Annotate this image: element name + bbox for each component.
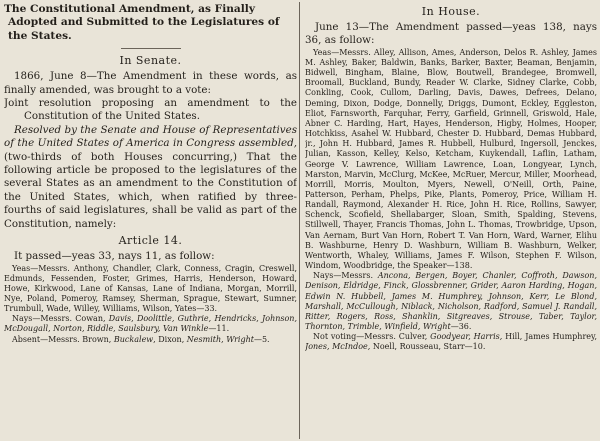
house-heading: In House. [421, 5, 481, 18]
senate-intro: 1866, June 8—The Amendment in these words, as finally amended, was brought to a vote: [4, 70, 297, 96]
senate-nays-prefix: Nays—Messrs. Cowan, [12, 314, 109, 324]
resolved-paragraph [4, 124, 297, 231]
left-column [4, 3, 297, 439]
senate-nays [4, 314, 297, 334]
house-not-voting-mid: Hill, James Humphrey, [502, 332, 597, 342]
house-nays-suffix: —36. [450, 322, 472, 332]
house-not-voting [305, 332, 597, 352]
house-not-voting-suffix: Noell, Rousseau, Starr—10. [370, 342, 486, 352]
house-not-voting-italic-2: Jones, McIndoe, [305, 342, 371, 352]
house-nays-prefix: Nays—Messrs. [313, 271, 378, 281]
senate-nays-suffix: —11. [208, 324, 230, 334]
document-title: The Constitutional Amendment, as Finally Adopted and Submitted to the Legislatures of the States. [4, 3, 280, 42]
senate-yeas: Yeas—Messrs. Anthony, Chandler, Clark, Conness, Cragin, Creswell, Edmunds, Fessenden, Foster, Grimes, Harris, Henderson, Howard, Howe, Kirkwood, Lane of Kansas, Lane of Indiana, Morgan, Morrill, Nye, Poland, Pomeroy, Ramsey, Sherman, Sprague, Stewart, Sumner, Trumbull, Wade, Willey, Williams, Wilson, Yates—33. [4, 263, 297, 314]
house-yeas: Yeas—Messrs. Alley, Allison, Ames, Anderson, Delos R. Ashley, James M. Ashley, Baker, Baldwin, Banks, Barker, Baxter, Beaman, Benjamin, Bidwell, Bingham, Blaine, Blow, Boutwell, Brandegee, Bromwell, Broomall, Buckland, Bundy, Reader W. Clarke, Sidney Clarke, Cobb, Conkling, Cook, Cullom, Darling, Davis, Dawes, Defrees, Delano, Deming, Dixon, Dodge, Donnelly, Driggs, Dumont, Eckley, Eggleston, Eliot, Farnsworth, Farquhar, Ferry, Garfield, Grinnell, Griswold, Hale, Abner C. Harding, Hart, Hayes, Henderson, Higby, Holmes, Hooper, Hotchkiss, Asahel W. Hubbard, Chester D. Hubbard, Demas Hubbard, jr., John H. Hubbard, James R. Hubbell, Hulburd, Ingersoll, Jenckes, Julian, Kasson, Kelley, Kelso, Ketcham, Kuykendall, Laflin, Latham, George V. Lawrence, William Lawrence, Loan, Longyear, Lynch, Marston, Marvin, McClurg, McKee, McRuer, Mercur, Miller, Moorhead, Morrill, Morris, Moulton, Myers, Newell, O'Neill, Orth, Paine, Patterson, Perham, Phelps, Pike, Plants, Pomeroy, Price, William H. Randall, Raymond, Alexander H. Rice, John H. Rice, Rollins, Sawyer, Schenck, Scofield, Shellabarger, Sloan, Smith, Spalding, Stevens, Stillwell, Thayer, Francis Thomas, John L. Thomas, Trowbridge, Upson, Van Aernam, Burt Van Horn, Robert T. Van Horn, Ward, Warner, Elihu B. Washburne, Henry D. Washburn, William B. Washburn, Welker, Wentworth, Whaley, Williams, James F. Wilson, Stephen F. Wilson, Windom, Woodbridge, the Speaker—138. [305, 47, 597, 271]
senate-absent-italic-2: Nesmith, Wright [186, 334, 254, 344]
house-passed: June 13—The Amendment passed—yeas 138, nays 36, as follow: [305, 21, 597, 47]
senate-nays-italic: Davis, Doolittle, Guthrie, Hendricks, Johnson, McDougall, Norton, Riddle, Saulsbury, Van Winkle [4, 314, 297, 334]
house-nays-italic: Ancona, Bergen, Boyer, Chanler, Coffroth, Dawson, Denison, Eldridge, Finck, Glossbrenner, Grider, Aaron Harding, Hogan, Edwin N. Hubbell, James M. Humphrey, Johnson, Kerr, Le Blond, Marshall, McCullough, Niblack, Nicholson, Radford, Samuel J. Randall, Ritter, Rogers, Ross, Shanklin, Sitgreaves, Strouse, Taber, Taylor, Thornton, Trimble, Winfield, Wright [305, 271, 597, 332]
joint-resolution: Joint resolution proposing an amendment to the Constitution of the United States. [4, 97, 297, 123]
resolved-italic: Resolved by the Senate and House of Representatives of the United States of America in Congress assembled, [4, 123, 297, 150]
senate-heading: In Senate. [119, 54, 182, 68]
house-not-voting-italic: Goodyear, Harris, [430, 332, 503, 342]
column-divider [299, 2, 300, 439]
senate-absent-suffix: —5. [253, 334, 270, 344]
resolved-text: (two-thirds of both Houses concurring,) That the following article be proposed to the legislatures of the several States as an amendment to the Constitution of the United States, which, when ratified by three-fourths of said legislatures, shall be valid as part of the Constitution, namely: [4, 150, 297, 230]
house-not-voting-prefix: Not voting—Messrs. Culver, [313, 332, 431, 342]
senate-absent [4, 335, 297, 345]
senate-absent-italic: Buckalew [113, 334, 154, 344]
article-heading: Article 14. [118, 234, 183, 248]
senate-absent-mid: , Dixon, [153, 334, 187, 344]
senate-passed: It passed—yeas 33, nays 11, as follow: [14, 250, 215, 263]
right-column [305, 3, 597, 439]
house-nays [305, 271, 597, 332]
title-divider [121, 48, 181, 49]
senate-absent-prefix: Absent—Messrs. Brown, [12, 334, 114, 344]
